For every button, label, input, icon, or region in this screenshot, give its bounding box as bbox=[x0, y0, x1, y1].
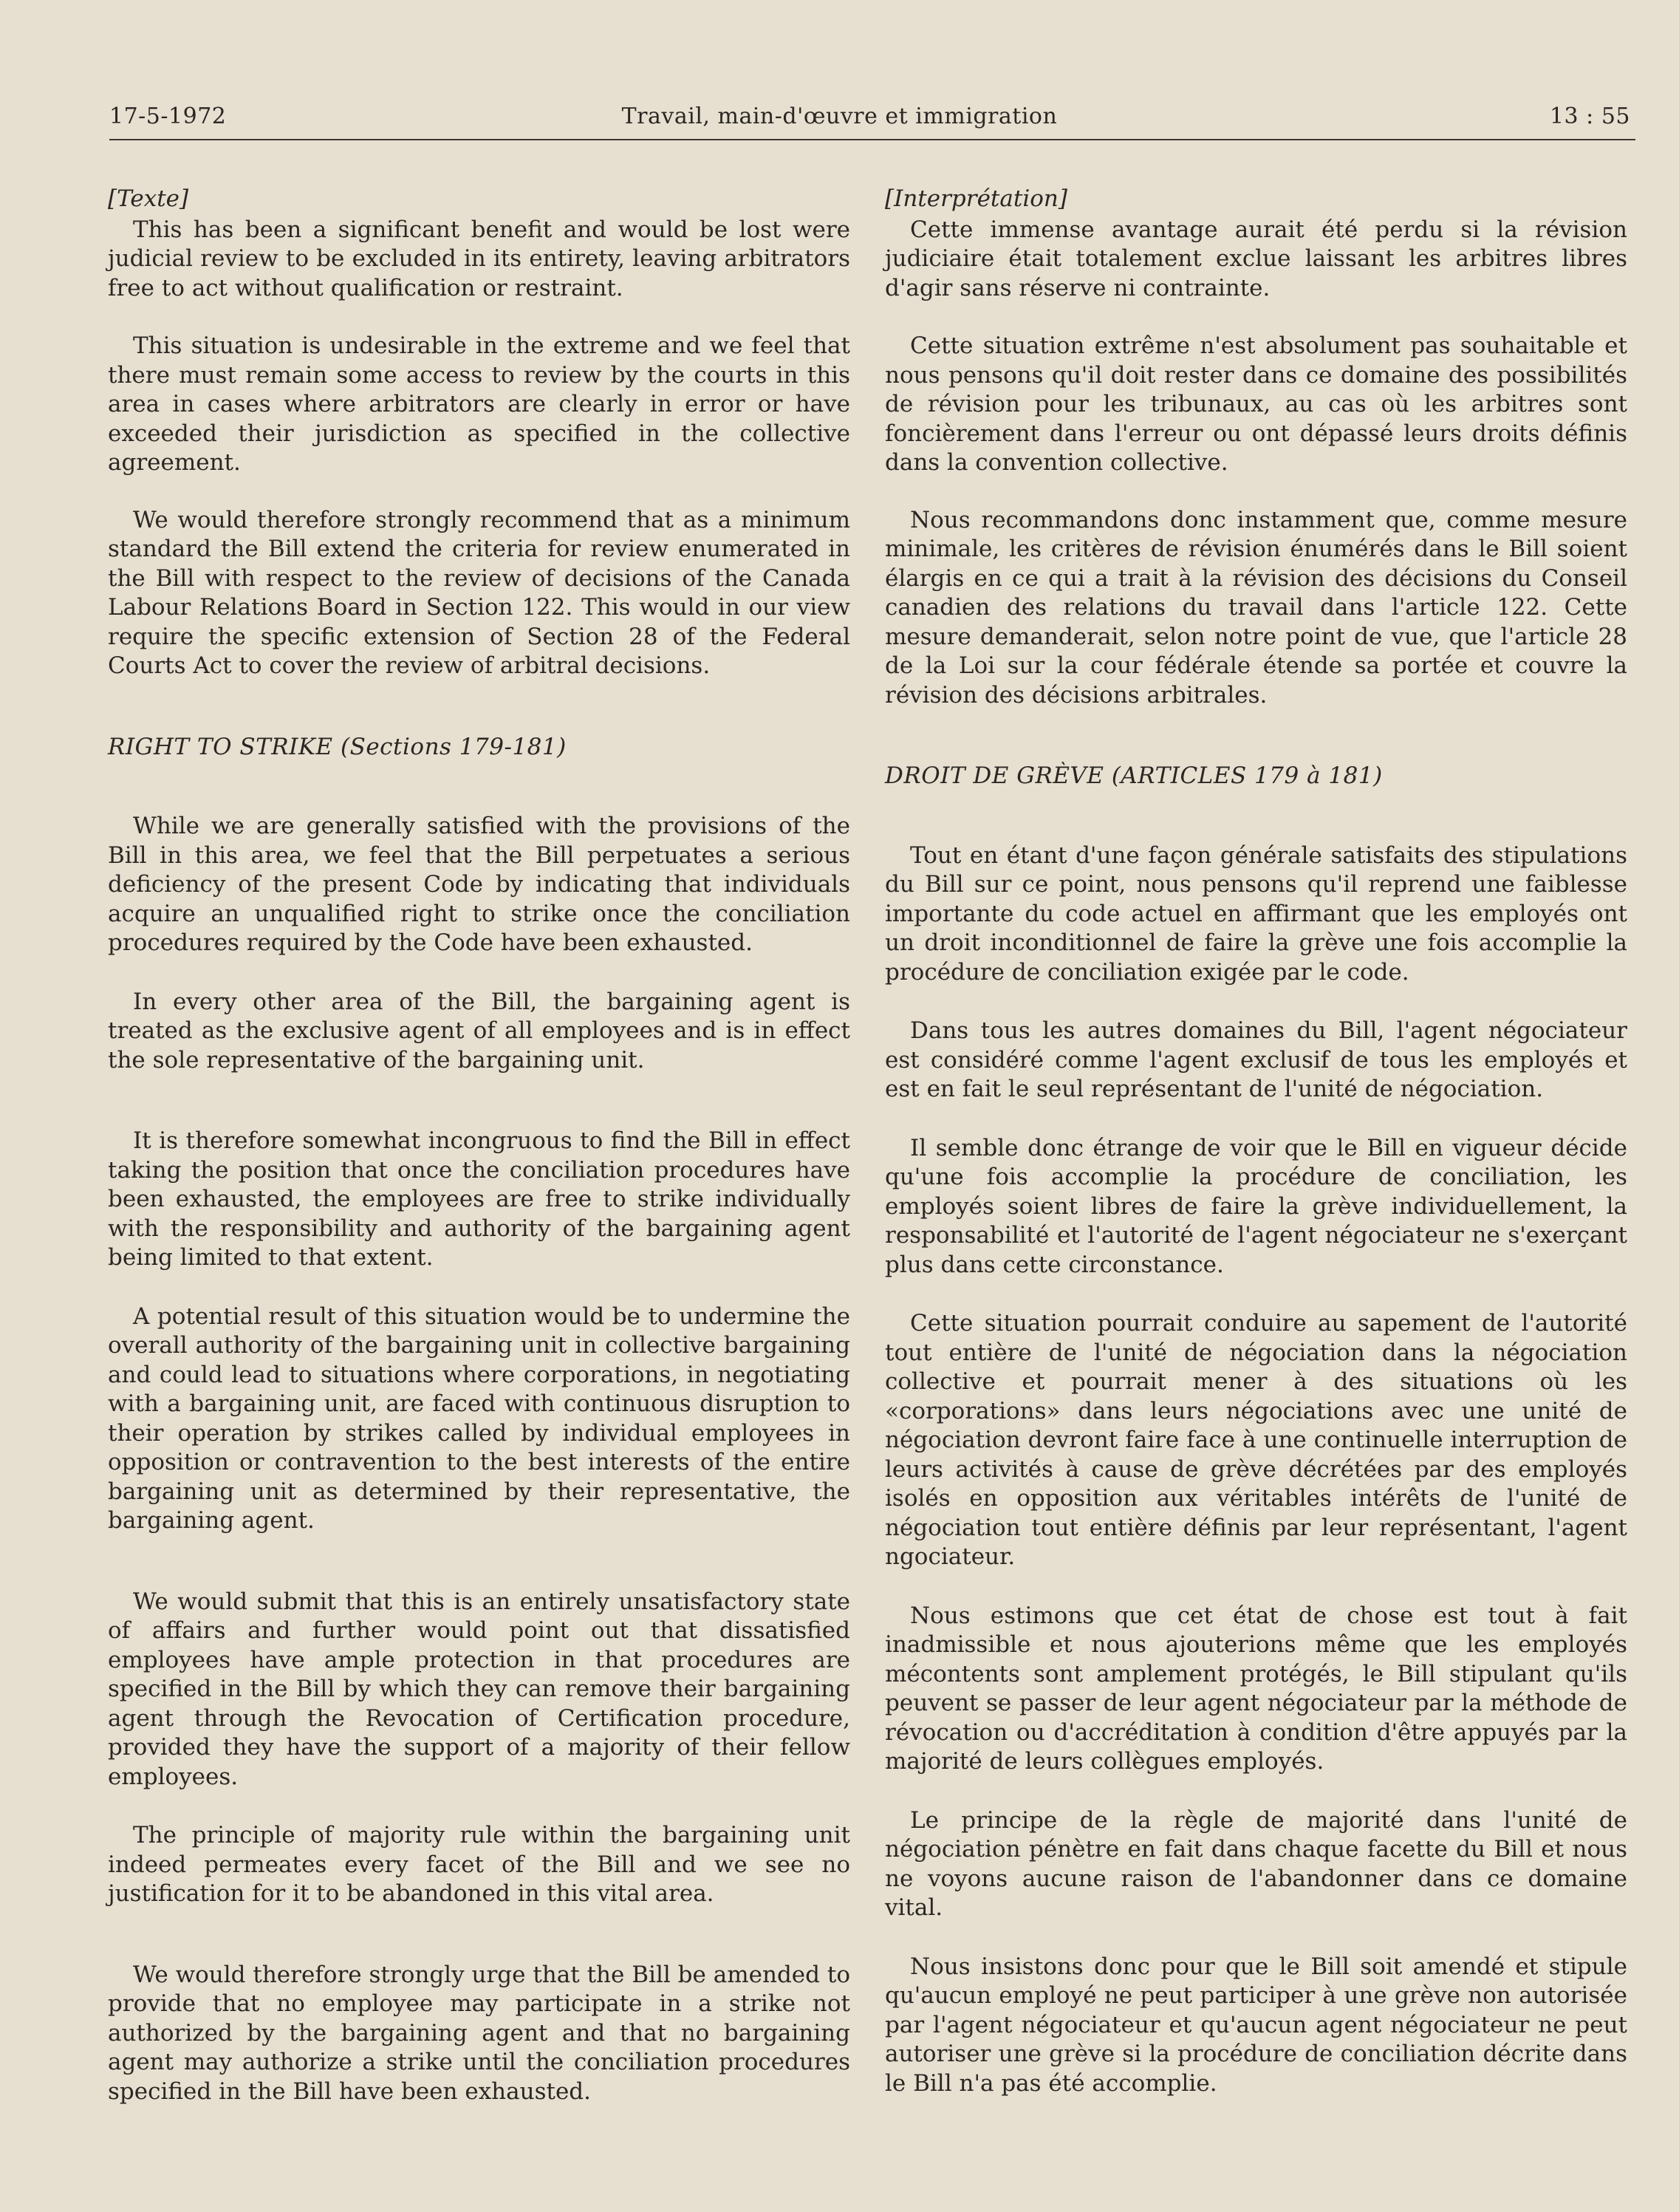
language-tag-fr: [Interprétation] bbox=[885, 185, 1067, 212]
fr-paragraph-5: Dans tous les autres domaines du Bill, l'agent négociateur est considéré comme l'agent exclusif de tous les employés et est en fait le seul représentant de l'unité de négociation. bbox=[885, 1017, 1627, 1102]
fr-paragraph-9: Le principe de la règle de majorité dans l'unité de négociation pénètre en fait dans chaque facette du Bill et nous ne voyons aucune raison de l'abandonner dans ce domaine vital. bbox=[885, 1806, 1627, 1921]
fr-paragraph-2: Cette situation extrême n'est absolument pas souhaitable et nous pensons qu'il doit rester dans ce domaine des possibilités de révision pour les tribunaux, au cas où les arbitres sont foncièrement dans l'erreur ou ont dépassé leurs droits définis dans la convention collective. bbox=[885, 332, 1627, 476]
fr-paragraph-7: Cette situation pourrait conduire au sapement de l'autorité tout entière de l'unité de négociation dans la négociation collective et pourrait mener à des situations où les «corporations» dans leurs négociations avec une unité de négociation devront faire face à une continuelle interruption de leurs activités à cause de grève décrétées par des employés isolés en opposition aux véritables intérêts de l'unité de négociation tout entière définis par leur représentant, l'agent ngociateur. bbox=[885, 1310, 1627, 1570]
en-paragraph-6: It is therefore somewhat incongruous to find the Bill in effect taking the position that once the conciliation procedures have been exhausted, the employees are free to strike individually with the responsibility and authority of the bargaining agent being limited to that extent. bbox=[108, 1127, 850, 1271]
en-section-heading: RIGHT TO STRIKE (Sections 179-181) bbox=[108, 733, 567, 760]
en-paragraph-4: While we are generally satisfied with the provisions of the Bill in this area, we feel that the Bill perpetuates a serious deficiency of the present Code by indicating that individuals acquire an unqualified right to strike once the conciliation procedures required by the Code have been exhausted. bbox=[108, 813, 850, 956]
en-paragraph-10: We would therefore strongly urge that the Bill be amended to provide that no employee may participate in a strike not authorized by the bargaining agent and that no bargaining agent may authorize a strike until the conciliation procedures specified in the Bill have been exhausted. bbox=[108, 1961, 850, 2105]
en-paragraph-5: In every other area of the Bill, the bargaining agent is treated as the exclusive agent of all employees and is in effect the sole representative of the bargaining unit. bbox=[108, 988, 850, 1073]
english-column bbox=[108, 185, 850, 2106]
fr-paragraph-4: Tout en étant d'une façon générale satisfaits des stipulations du Bill sur ce point, nous pensons qu'il reprend une faiblesse importante du code actuel en affirmant que les employés ont un droit inconditionnel de faire la grève une fois accomplie la procédure de conciliation exigée par le code. bbox=[885, 842, 1627, 986]
en-paragraph-7: A potential result of this situation would be to undermine the overall authority of the bargaining unit in collective bargaining and could lead to situations where corporations, in negotiating with a bargaining unit, are faced with continuous disruption to their operation by strikes called by individual employees in opposition or contravention to the best interests of the entire bargaining unit as determined by their representative, the bargaining agent. bbox=[108, 1303, 850, 1534]
fr-paragraph-6: Il semble donc étrange de voir que le Bill en vigueur décide qu'une fois accomplie la procédure de conciliation, les employés soient libres de faire la grève individuellement, la responsabilité et l'autorité de l'agent négociateur ne s'exerçant plus dans cette circonstance. bbox=[885, 1134, 1627, 1278]
en-paragraph-3: We would therefore strongly recommend that as a minimum standard the Bill extend the criteria for review enumerated in the Bill with respect to the review of decisions of the Canada Labour Relations Board in Section 122. This would in our view require the specific extension of Section 28 of the Federal Courts Act to cover the review of arbitral decisions. bbox=[108, 506, 850, 679]
french-column bbox=[885, 185, 1627, 2098]
language-tag-en: [Texte] bbox=[108, 185, 189, 212]
fr-paragraph-3: Nous recommandons donc instamment que, comme mesure minimale, les critères de révision énumérés dans le Bill soient élargis en ce qui a trait à la révision des décisions du Conseil canadien des relations du travail dans l'article 122. Cette mesure demanderait, selon notre point de vue, que l'article 28 de la Loi sur la cour fédérale étende sa portée et couvre la révision des décisions arbitrales. bbox=[885, 506, 1627, 709]
en-paragraph-9: The principle of majority rule within the bargaining unit indeed permeates every facet of the Bill and we see no justification for it to be abandoned in this vital area. bbox=[108, 1822, 850, 1907]
header-date: 17-5-1972 bbox=[109, 103, 227, 129]
fr-paragraph-1: Cette immense avantage aurait été perdu si la révision judiciaire était totalement exclue laissant les arbitres libres d'agir sans réserve ni contrainte. bbox=[885, 216, 1627, 301]
en-paragraph-2: This situation is undesirable in the extreme and we feel that there must remain some access to review by the courts in this area in cases where arbitrators are clearly in error or have exceeded their jurisdiction as specified in the collective agreement. bbox=[108, 332, 850, 476]
header-rule bbox=[109, 139, 1635, 140]
fr-paragraph-8: Nous estimons que cet état de chose est tout à fait inadmissible et nous ajouterions même que les employés mécontents sont amplement protégés, le Bill stipulant qu'ils peuvent se passer de leur agent négociateur par la méthode de révocation ou d'accréditation à condition d'être appuyés par la majorité de leurs collègues employés. bbox=[885, 1602, 1627, 1775]
fr-paragraph-10: Nous insistons donc pour que le Bill soit amendé et stipule qu'aucun employé ne peut participer à une grève non autorisée par l'agent négociateur et qu'aucun agent négociateur ne peut autoriser une grève si la procédure de conciliation décrite dans le Bill n'a pas été accomplie. bbox=[885, 1953, 1627, 2097]
fr-section-heading: DROIT DE GRÈVE (ARTICLES 179 à 181) bbox=[885, 762, 1383, 789]
header-page-number: 13 : 55 bbox=[1549, 103, 1630, 129]
en-paragraph-8: We would submit that this is an entirely unsatisfactory state of affairs and further would point out that dissatisfied employees have ample protection in that procedures are specified in the Bill by which they can remove their bargaining agent through the Revocation of Certification procedure, provided they have the support of a majority of their fellow employees. bbox=[108, 1588, 850, 1790]
en-paragraph-1: This has been a significant benefit and would be lost were judicial review to be excluded in its entirety, leaving arbitrators free to act without qualification or restraint. bbox=[108, 216, 850, 301]
header-title: Travail, main-d'œuvre et immigration bbox=[621, 103, 1058, 129]
